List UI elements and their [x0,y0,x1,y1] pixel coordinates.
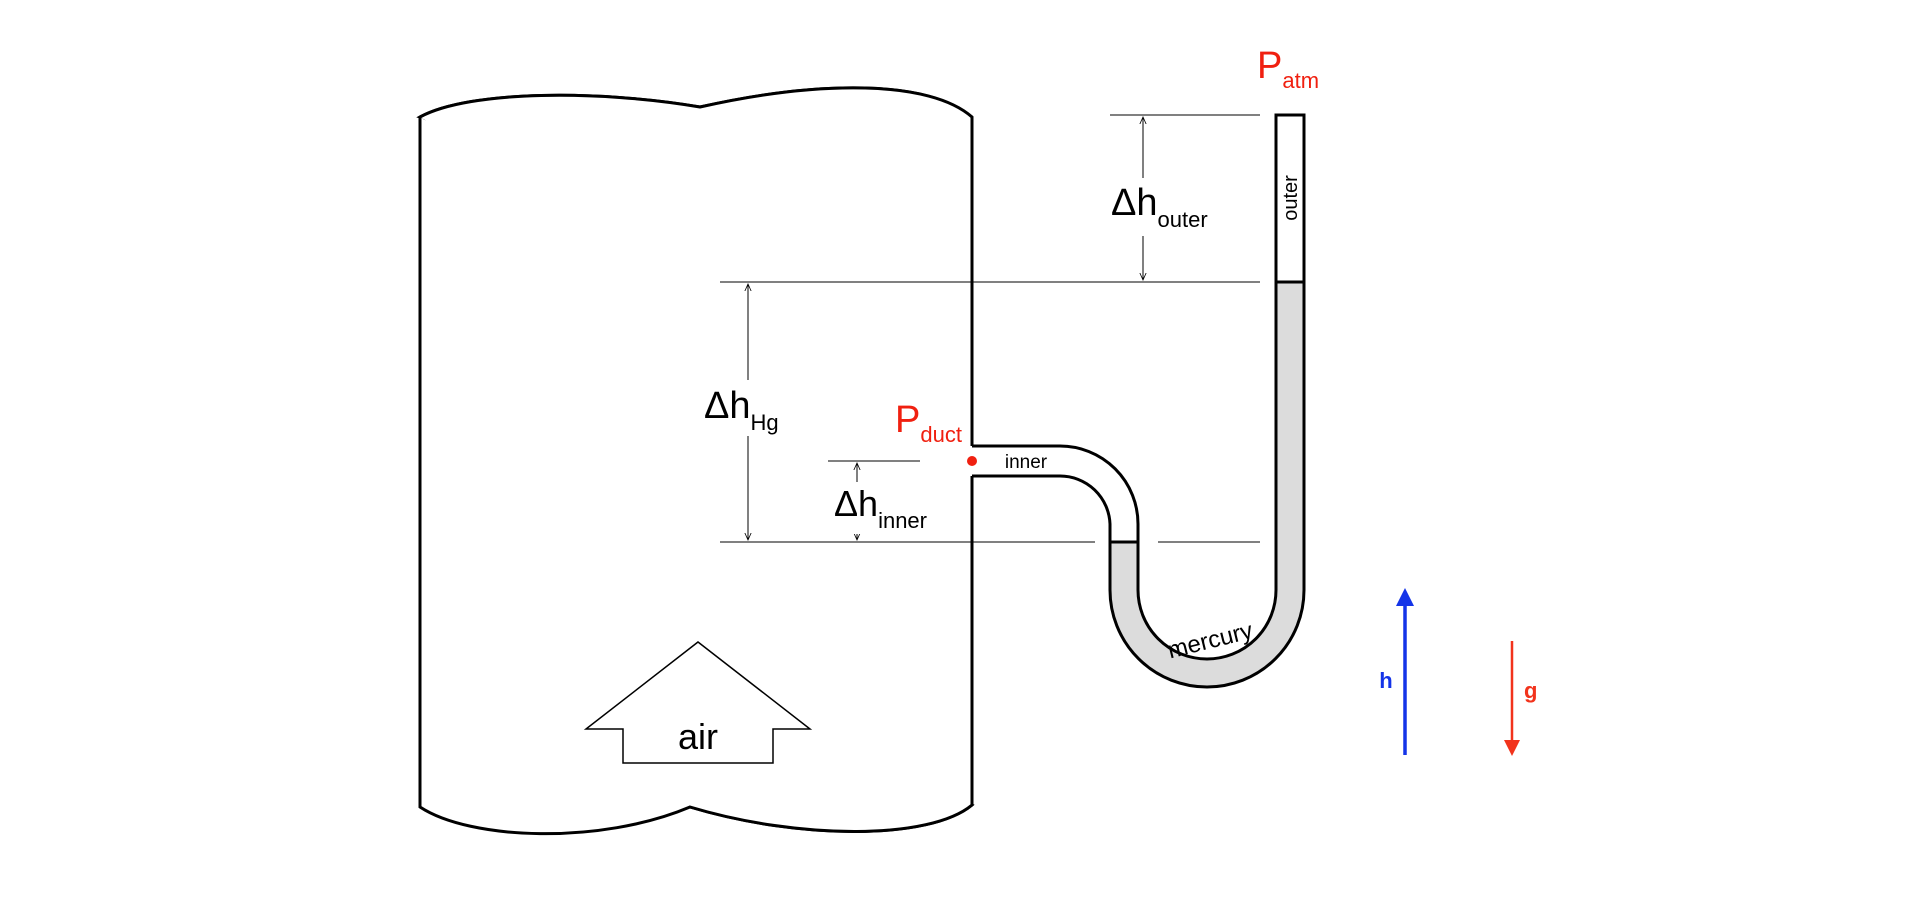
g-axis-label: g [1524,678,1538,703]
dh-outer-label: Δhouter [1111,182,1208,232]
h-axis-label: h [1379,668,1393,693]
tube-outer-label: outer [1280,175,1302,221]
dh-hg-label: ΔhHg [704,385,779,435]
g-axis-arrow [1504,641,1537,756]
tube-inner-label: inner [1004,452,1048,473]
h-axis-arrow [1379,588,1414,755]
mercury-label: mercury [1164,617,1256,665]
p-atm-label: Patm [1257,45,1320,93]
p-duct-point [967,456,977,466]
p-duct-label: Pduct [895,399,962,447]
dh-inner-label: Δhinner [834,483,927,533]
air-label: air [677,716,719,757]
